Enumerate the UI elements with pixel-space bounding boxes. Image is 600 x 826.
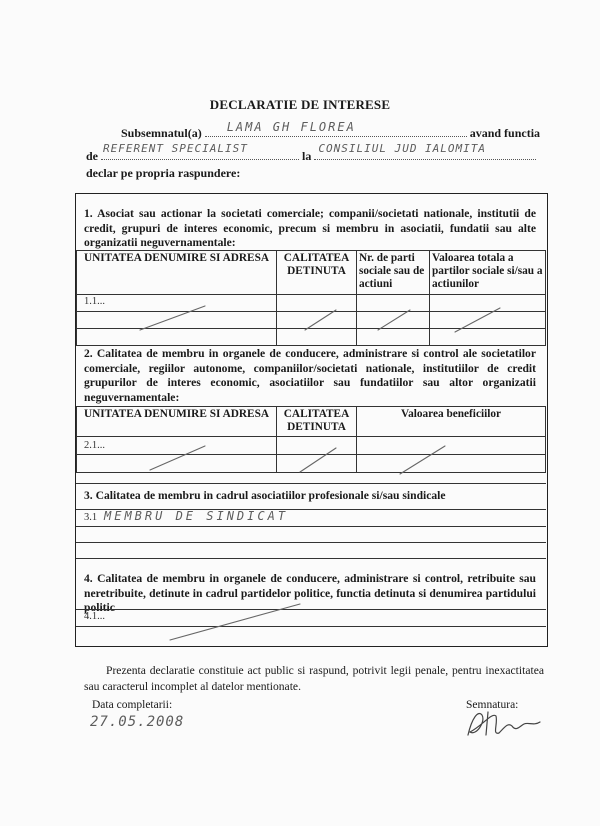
strike-mark <box>305 310 336 330</box>
document-title: DECLARATIE DE INTERESE <box>209 97 391 112</box>
strike-mark <box>170 604 300 640</box>
s1-col-nr-parti: Nr. de parti sociale sau de actiuni <box>359 252 425 290</box>
section-3-heading: 3. Calitatea de membru in cadrul asociatiilor profesionale si/sau sindicale <box>84 489 446 502</box>
s2-col-calitatea: CALITATEA DETINUTA <box>283 408 350 433</box>
de-label: de <box>86 149 98 163</box>
signature-label: Semnatura: <box>466 699 519 711</box>
s3-row-label: 3.1 <box>84 512 98 523</box>
s2-col-valoarea: Valoarea beneficiilor <box>400 408 502 420</box>
name-handwritten: LAMA GH FLOREA <box>226 120 356 134</box>
date-value: 27.05.2008 <box>90 714 185 730</box>
institution-handwritten: CONSILIUL JUD IALOMITA <box>318 142 487 155</box>
function-suffix: avand functia <box>469 126 541 140</box>
s3-row-value: MEMBRU DE SINDICAT <box>104 509 289 523</box>
strike-mark <box>455 308 500 332</box>
s2-col-unitatea: UNITATEA DENUMIRE SI ADRESA <box>83 408 270 420</box>
declar-text: declar pe propria raspundere: <box>86 166 241 180</box>
s1-row-label: 1.1... <box>84 296 105 307</box>
date-label: Data completarii: <box>92 699 173 711</box>
signature-mark <box>468 712 540 735</box>
s2-row-label: 2.1... <box>84 440 105 451</box>
strike-mark <box>150 446 205 470</box>
section-4-heading: 4. Calitatea de membru in organele de conducere, administrare si control, retribuite sau neretribuite, detinute in cadrul partidelor politice, functia detinuta si denumirea partidului politic <box>84 572 536 614</box>
strike-mark <box>378 310 410 330</box>
la-label: la <box>302 149 312 163</box>
function-handwritten: REFERENT SPECIALIST <box>103 142 248 155</box>
section-2-heading: 2. Calitatea de membru in organele de conducere, administrare si control ale societatilor comerciale, regiilor autonome, companiilor/societati nationale, institutiilor de credit grupurilor de interes economic, asociatiilor sau fundatiilor sau altor organizatii neguvernamentale: <box>84 347 536 404</box>
strike-mark <box>400 446 445 474</box>
strike-mark <box>140 306 205 330</box>
s1-col-unitatea: UNITATEA DENUMIRE SI ADRESA <box>83 252 270 264</box>
s4-row-label: 4.1... <box>84 611 105 622</box>
section-1-heading: 1. Asociat sau actionar la societati comerciale; companii/societati nationale, institutii de credit, grupuri de interes economic, precum si membru in asociatii, fundatii sau alte organizatii neguvernamentale: <box>84 207 536 249</box>
legal-statement: Prezenta declaratie constituie act public si raspund, potrivit legii penale, pentru inexactitatea sau caracterul incomplet al datelor mentionate. <box>84 664 544 693</box>
s1-col-calitatea: CALITATEA DETINUTA <box>283 252 350 277</box>
s1-col-valoarea: Valoarea totala a partilor sociale si/sau a actiunilor <box>432 252 543 290</box>
strike-mark <box>300 448 336 472</box>
subsemnatul-label: Subsemnatul(a) <box>121 126 202 140</box>
